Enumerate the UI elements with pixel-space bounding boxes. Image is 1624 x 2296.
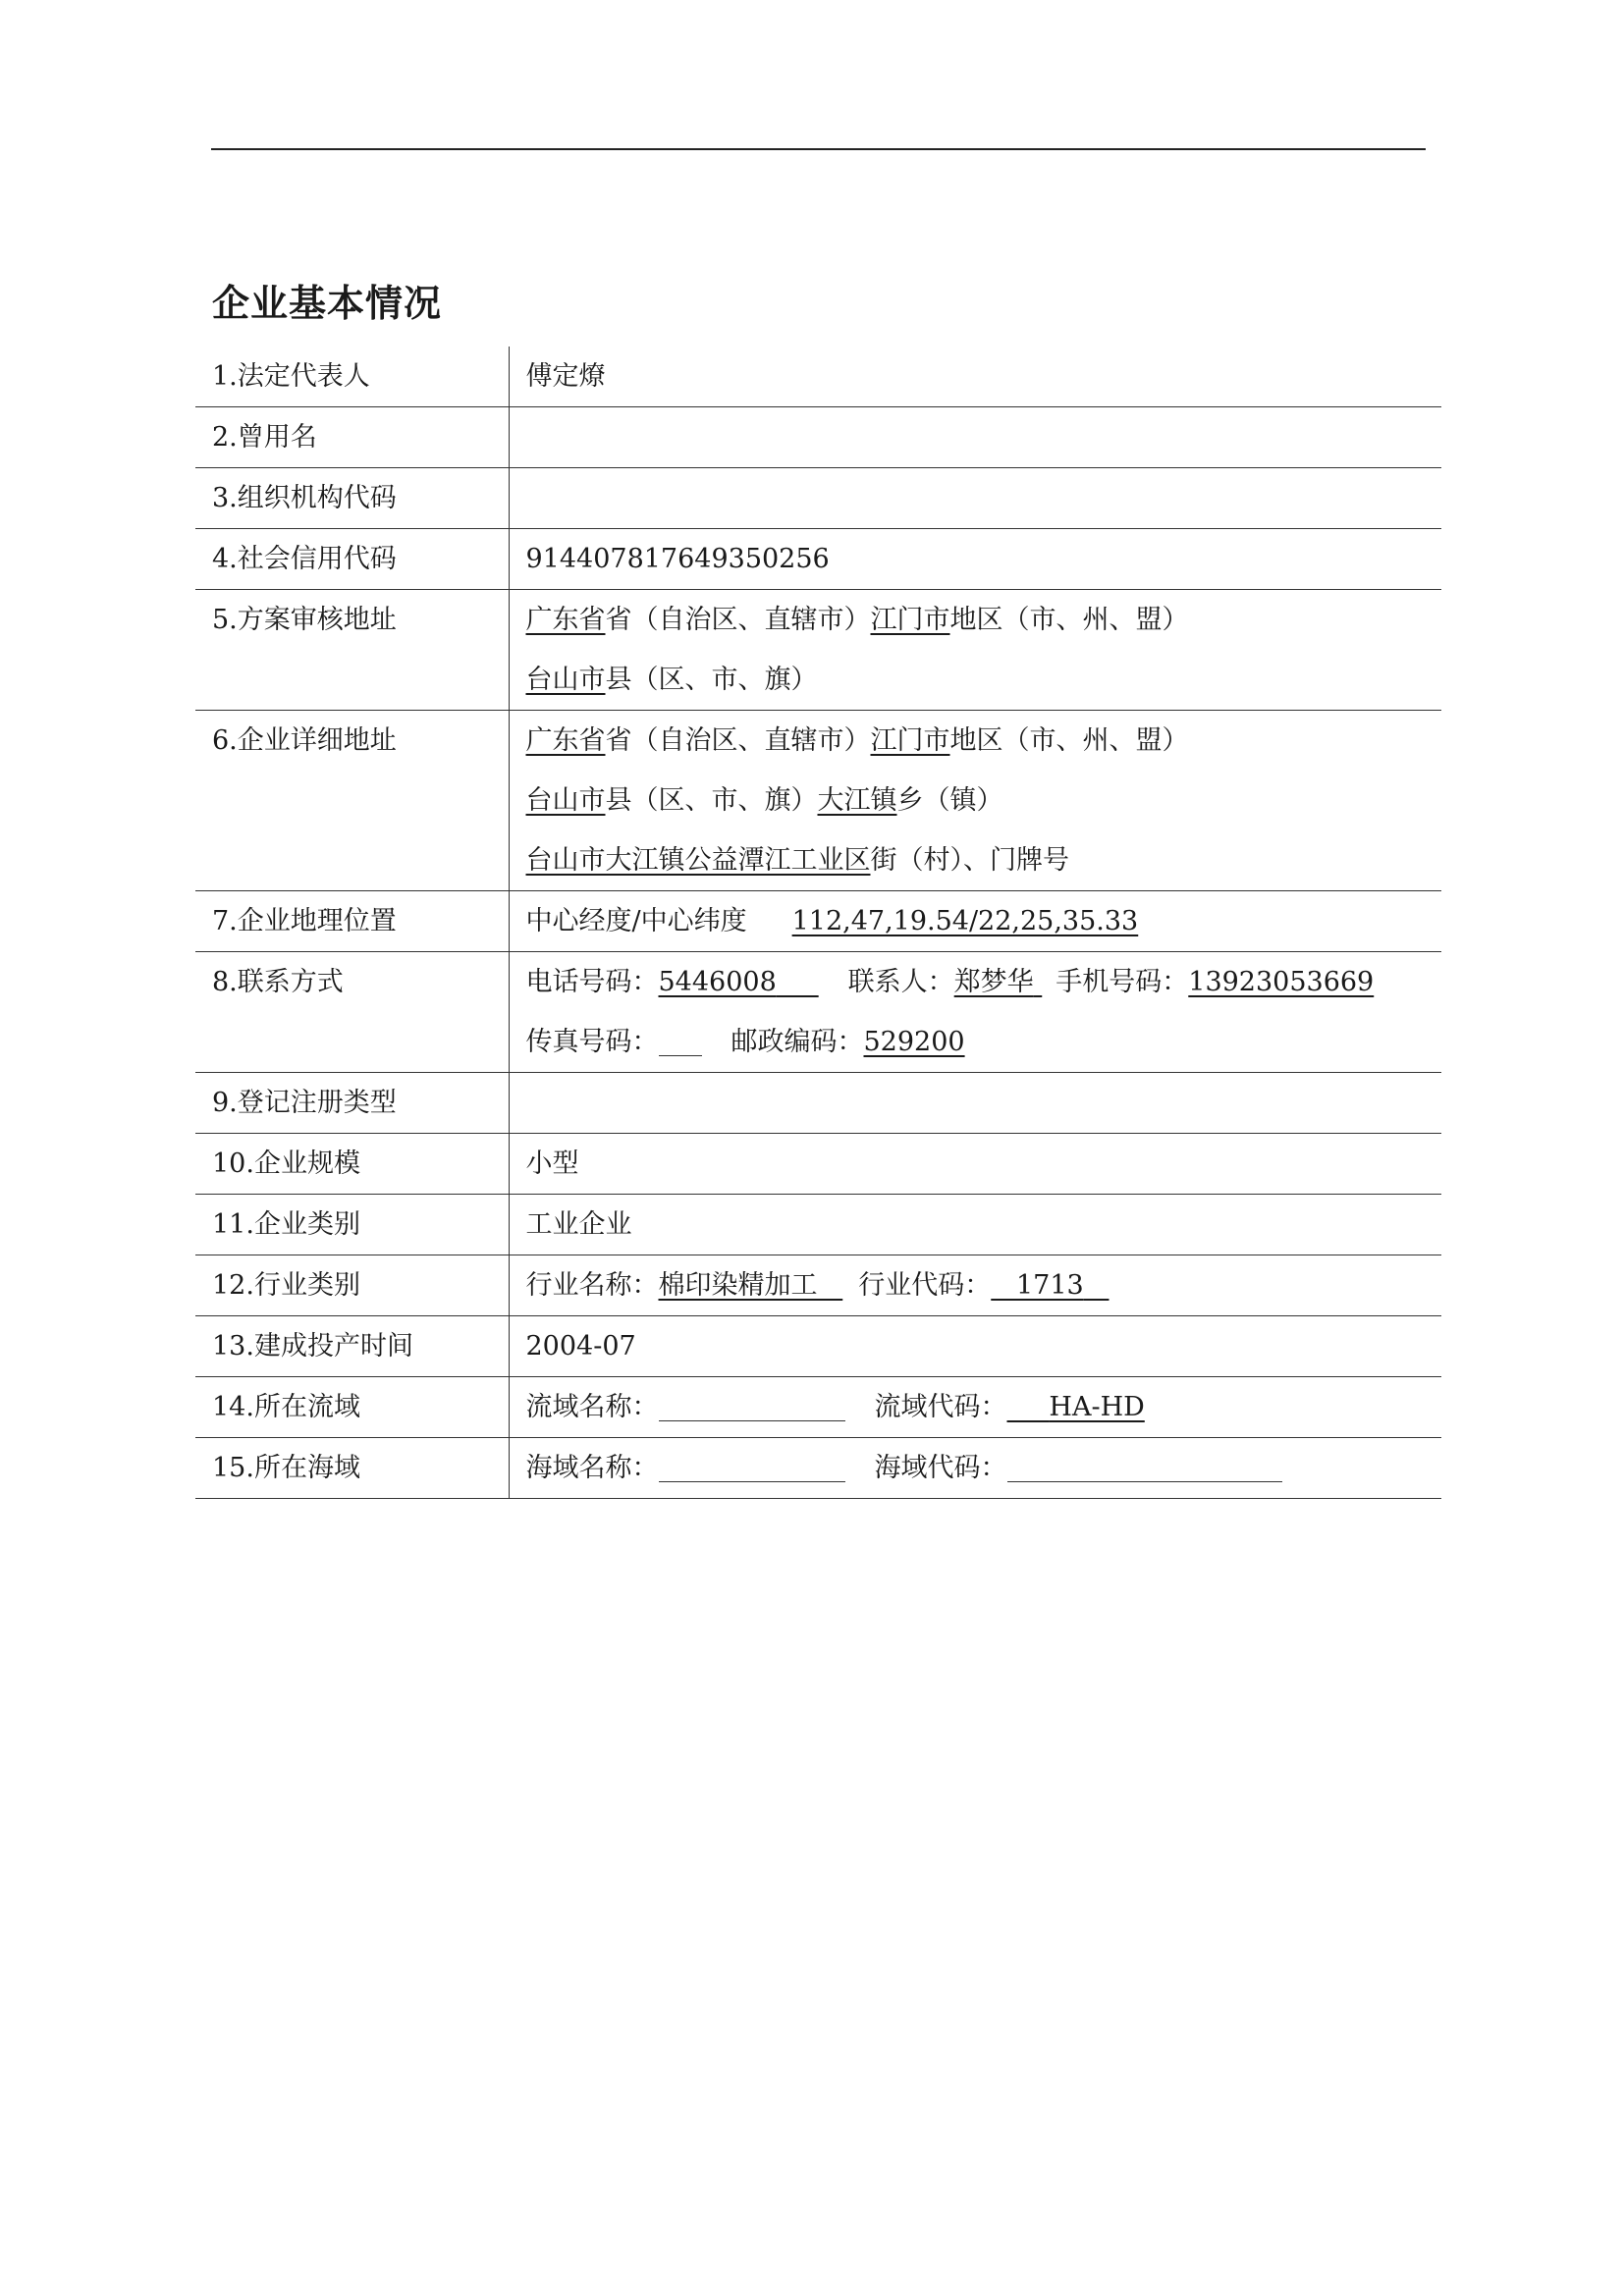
province-suffix: 省（自治区、直辖市） (605, 725, 871, 756)
street: 台山市大江镇公益潭江工业区 (525, 845, 871, 876)
row-label: 7.企业地理位置 (212, 906, 397, 936)
sea-name-label: 海域名称： (525, 1453, 659, 1483)
row-label: 9.登记注册类型 (212, 1088, 397, 1118)
basin-code: HA-HD (1049, 1392, 1145, 1422)
industry-name: 棉印染精加工 (658, 1270, 818, 1301)
geo-prefix: 中心经度/中心纬度 (525, 906, 747, 936)
registration-type (526, 1073, 1442, 1133)
table-row (195, 1377, 1441, 1438)
table-row (195, 952, 1441, 1073)
row-label: 13.建成投产时间 (212, 1331, 413, 1362)
sea-code-blank (1007, 1448, 1282, 1482)
review-address-line-2 (526, 650, 1442, 710)
detail-address-line-2 (526, 771, 1442, 830)
table-row (195, 1073, 1441, 1134)
row-label: 5.方案审核地址 (212, 605, 397, 635)
table-row (195, 1134, 1441, 1195)
table-row (195, 347, 1441, 407)
street-suffix: 街（村）、门牌号 (870, 845, 1069, 876)
organization-code (526, 468, 1442, 528)
social-credit-code: 914407817649350256 (525, 544, 830, 574)
table-row (195, 711, 1441, 891)
province: 广东省 (525, 605, 606, 635)
table-row (195, 1438, 1441, 1499)
contact-line-1 (526, 952, 1442, 1012)
basin-name-label: 流域名称： (525, 1392, 659, 1422)
industry-name-label: 行业名称： (525, 1270, 659, 1301)
row-label: 15.所在海域 (212, 1453, 360, 1483)
county-suffix: 县（区、市、旗） (605, 785, 818, 816)
former-name (526, 407, 1442, 467)
mobile-number: 13923053669 (1188, 967, 1375, 997)
sea-name-blank (659, 1448, 845, 1482)
contact-person: 郑梦华 (953, 967, 1034, 997)
row-label: 14.所在流域 (212, 1392, 360, 1422)
detail-address-line-3 (526, 830, 1442, 890)
postcode-label: 邮政编码： (731, 1027, 864, 1057)
header-rule (211, 148, 1426, 150)
fax-blank (659, 1022, 702, 1056)
county-suffix: 县（区、市、旗） (605, 665, 818, 695)
sea-code-label: 海域代码： (874, 1453, 1007, 1483)
county: 台山市 (525, 785, 606, 816)
geo-coordinates: 112,47,19.54/22,25,35.33 (791, 906, 1139, 936)
table-row (195, 1255, 1441, 1316)
table-row (195, 529, 1441, 590)
row-label: 1.法定代表人 (212, 361, 370, 392)
review-address-line-1 (526, 590, 1442, 650)
postcode: 529200 (863, 1027, 965, 1057)
row-label: 10.企业规模 (212, 1148, 360, 1179)
row-label: 4.社会信用代码 (212, 544, 397, 574)
mobile-label: 手机号码： (1056, 967, 1189, 997)
fax-label: 传真号码： (525, 1027, 659, 1057)
row-label: 11.企业类别 (212, 1209, 360, 1240)
industry-code-label: 行业代码： (858, 1270, 992, 1301)
phone-number: 5446008 (658, 967, 777, 997)
town-suffix: 乡（镇） (896, 785, 1003, 816)
row-label: 8.联系方式 (212, 967, 344, 997)
enterprise-category: 工业企业 (525, 1209, 632, 1240)
city-suffix: 地区（市、州、盟） (949, 605, 1189, 635)
city: 江门市 (870, 605, 950, 635)
city-suffix: 地区（市、州、盟） (949, 725, 1189, 756)
town: 大江镇 (817, 785, 897, 816)
county: 台山市 (525, 665, 606, 695)
table-row (195, 590, 1441, 711)
contact-label: 联系人： (847, 967, 954, 997)
enterprise-scale: 小型 (525, 1148, 579, 1179)
production-date: 2004-07 (525, 1331, 636, 1362)
province: 广东省 (525, 725, 606, 756)
section-title: 企业基本情况 (212, 282, 443, 325)
detail-address-line-1 (526, 711, 1442, 771)
industry-code: 1713 (1016, 1270, 1084, 1301)
row-label: 2.曾用名 (212, 422, 317, 453)
table-row (195, 407, 1441, 468)
row-label: 6.企业详细地址 (212, 725, 397, 756)
row-label: 12.行业类别 (212, 1270, 360, 1301)
phone-label: 电话号码： (525, 967, 659, 997)
contact-line-2 (526, 1012, 1442, 1072)
legal-representative: 傅定燎 (525, 361, 606, 392)
province-suffix: 省（自治区、直辖市） (605, 605, 871, 635)
table-row (195, 891, 1441, 952)
basin-code-label: 流域代码： (874, 1392, 1007, 1422)
enterprise-info-table (195, 347, 1441, 1499)
table-row (195, 468, 1441, 529)
row-label: 3.组织机构代码 (212, 483, 397, 513)
city: 江门市 (870, 725, 950, 756)
basin-name-blank (659, 1387, 845, 1421)
table-row (195, 1316, 1441, 1377)
table-row (195, 1195, 1441, 1255)
